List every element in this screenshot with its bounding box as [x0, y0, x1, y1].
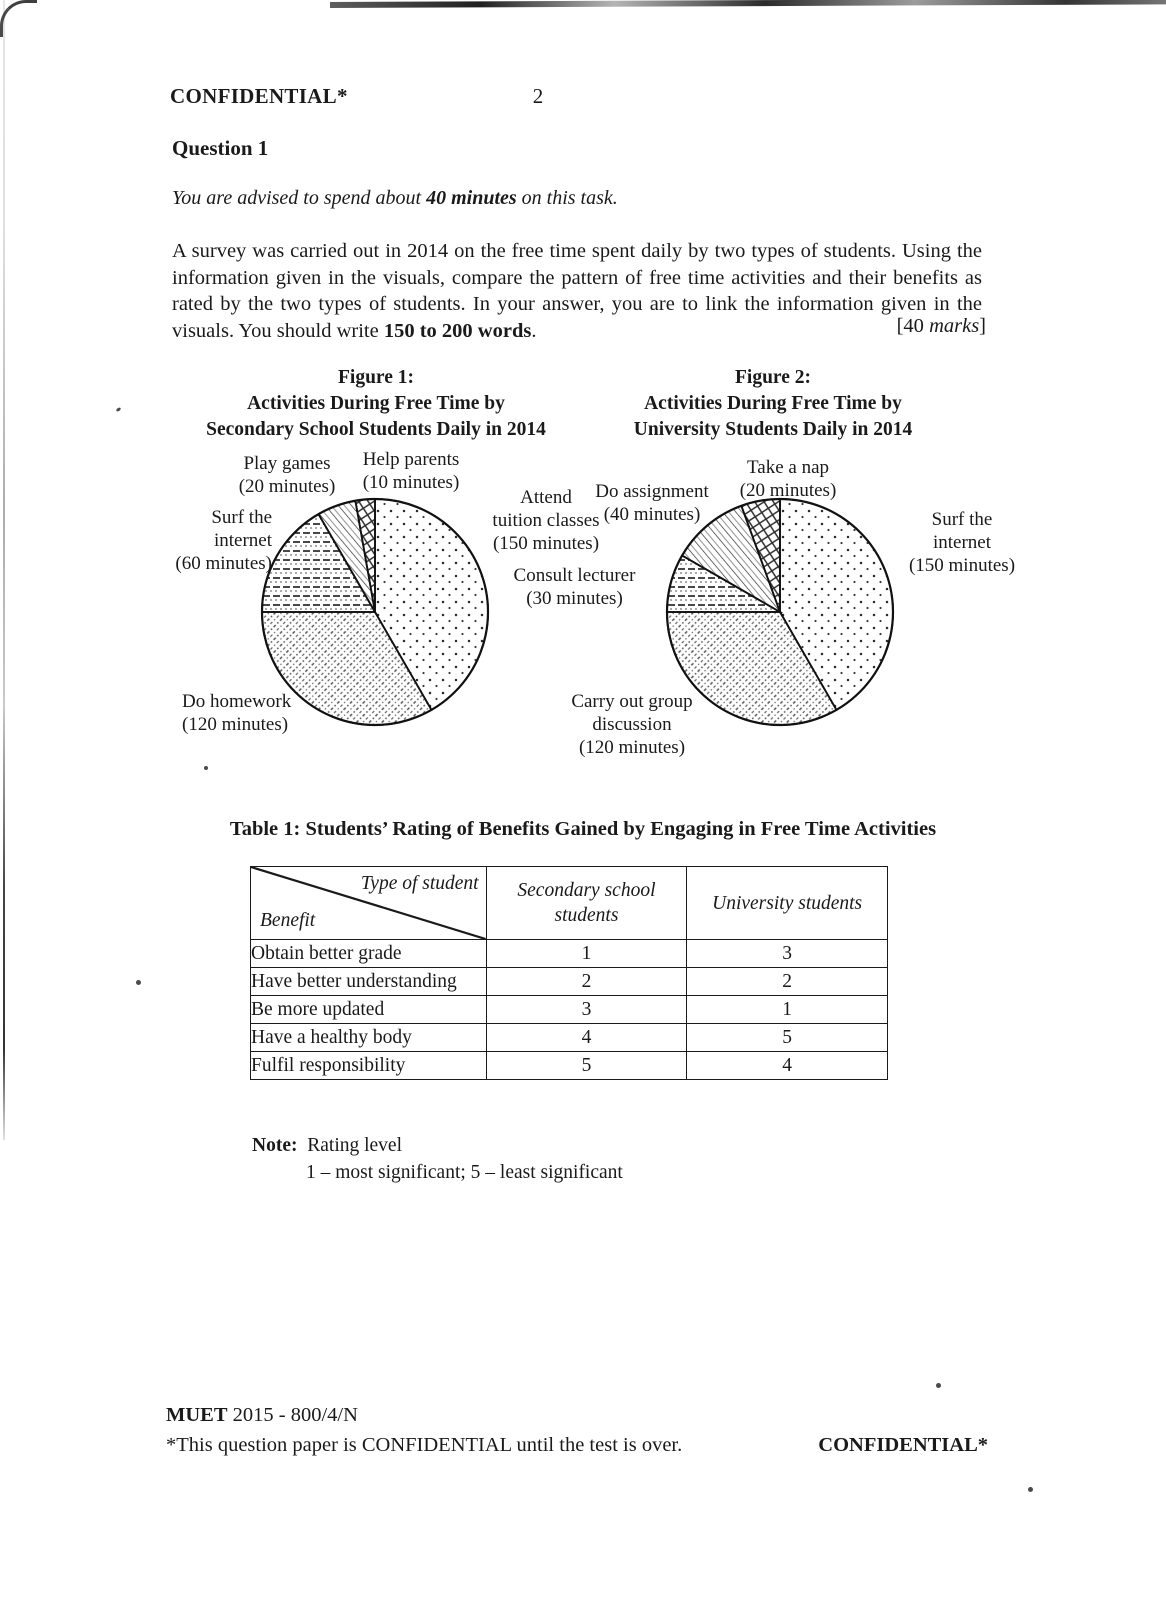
- scan-edge-left-artifact: [3, 0, 5, 1140]
- time-advice-prefix: You are advised to spend about: [172, 187, 427, 209]
- pie1-label-attend-tuition-value: (150 minutes): [492, 533, 600, 554]
- table-header-benefit: Benefit: [260, 910, 316, 931]
- prompt-text-end: .: [531, 319, 537, 342]
- table-cell-benefit: Fulfil responsibility: [251, 1052, 487, 1080]
- pie2-label-take-a-nap-value: (20 minutes): [739, 480, 837, 501]
- figure-2-caption-line-3: University Students Daily in 2014: [633, 419, 913, 440]
- figure-2-caption: [583, 365, 963, 443]
- scan-speck: [1028, 1487, 1033, 1492]
- pie2-label-surf-internet-name-2: internet: [932, 532, 992, 553]
- note-line-2: 1 – most significant; 5 – least significant: [306, 1162, 623, 1183]
- table-cell-university-score: 3: [687, 940, 888, 968]
- pie1-label-help-parents-value: (10 minutes): [362, 472, 460, 493]
- table-cell-university-score: 2: [687, 968, 888, 996]
- pie2-label-surf-internet-name-1: Surf the: [931, 509, 993, 530]
- pie1-label-attend-tuition-name-1: Attend: [520, 487, 572, 508]
- note-label: Note:: [252, 1135, 298, 1156]
- pie1-label-play-games-value: (20 minutes): [238, 476, 336, 497]
- table-corner-header-cell: [251, 867, 487, 940]
- note-first-line: [252, 1132, 623, 1159]
- table-header-row: [251, 867, 888, 940]
- table-header-secondary-line-1: Secondary school: [517, 880, 656, 901]
- table-header-type-of-student: Type of student: [360, 873, 479, 894]
- figure-1-pie-chart: [170, 449, 600, 782]
- pie1-label-help-parents-name: Help parents: [362, 449, 460, 470]
- table-cell-secondary-score: 2: [486, 968, 687, 996]
- prompt-text-main: A survey was carried out in 2014 on the free time spent daily by two types of students. Using the information given in the visuals, compare the pattern of free time activities and their benefits as rated by the two types of students. In your answer, you are to link the information given in the visuals. You should write: [172, 240, 982, 342]
- figure-2-caption-line-1: Figure 2:: [734, 367, 811, 388]
- marks-word: marks: [929, 315, 980, 337]
- pie1-label-surf-internet-name-2: internet: [213, 530, 272, 551]
- pie2-label-consult-lecturer: [492, 564, 657, 610]
- table-cell-benefit: Obtain better grade: [251, 940, 487, 968]
- table-cell-secondary-score: 5: [486, 1052, 687, 1080]
- table-body: [251, 940, 888, 1080]
- table-1-caption: Table 1: Students’ Rating of Benefits Gained by Engaging in Free Time Activities: [229, 818, 937, 840]
- header-confidential-label: CONFIDENTIAL*: [170, 84, 348, 108]
- marks-allocation: [897, 315, 986, 338]
- table-cell-university-score: 4: [687, 1052, 888, 1080]
- note-line-1: Rating level: [307, 1135, 403, 1156]
- footer-code-rest: 2015 - 800/4/N: [227, 1404, 358, 1426]
- figure-1-caption: [186, 365, 566, 443]
- pie2-label-do-assignment-value: (40 minutes): [603, 504, 701, 525]
- table-cell-university-score: 1: [687, 996, 888, 1024]
- pie1-label-help-parents: [336, 448, 486, 494]
- table-header-secondary-line-2: students: [554, 905, 619, 926]
- scan-edge-top-artifact: [330, 0, 1166, 8]
- pie2-label-consult-lecturer-value: (30 minutes): [526, 588, 623, 609]
- table-row: [251, 1024, 888, 1052]
- table-row: [251, 1052, 888, 1080]
- figure-1-caption-line-2: Activities During Free Time by: [247, 393, 505, 414]
- table-note: [252, 1132, 623, 1186]
- pie1-label-play-games-name: Play games: [243, 453, 331, 474]
- question-prompt: [172, 238, 982, 344]
- table-row: [251, 996, 888, 1024]
- pie2-label-group-discussion-value: (120 minutes): [578, 737, 686, 758]
- pie2-label-group-discussion: [542, 690, 722, 759]
- time-advice-suffix: on this task.: [516, 187, 618, 209]
- footer-confidential-statement: *This question paper is CONFIDENTIAL until the test is over.: [166, 1434, 683, 1456]
- table-cell-benefit: Be more updated: [251, 996, 487, 1024]
- scan-speck: [116, 407, 122, 412]
- pie2-label-consult-lecturer-name: Consult lecturer: [513, 565, 636, 586]
- table-cell-benefit: Have better understanding: [251, 968, 487, 996]
- question-title: Question 1: [172, 136, 269, 160]
- figure-1-caption-line-1: Figure 1:: [337, 367, 414, 388]
- marks-close: ]: [979, 315, 986, 337]
- figure-2-caption-line-2: Activities During Free Time by: [644, 393, 902, 414]
- table-header-secondary-school-students: [486, 867, 687, 940]
- scan-corner-artifact: [0, 0, 37, 37]
- pie2-label-do-assignment-name: Do assignment: [595, 481, 709, 502]
- pie1-label-attend-tuition-name-2: tuition classes: [492, 510, 600, 531]
- ratings-table: [250, 866, 888, 1080]
- table-row: [251, 940, 888, 968]
- page-header: [170, 84, 990, 109]
- time-advice-duration: 40 minutes: [426, 187, 517, 209]
- pie2-label-take-a-nap: [708, 456, 868, 502]
- footer-paper-code: [166, 1404, 358, 1427]
- page-number: 2: [532, 84, 544, 108]
- scan-speck: [136, 980, 141, 985]
- pie2-label-surf-internet-value: (150 minutes): [908, 555, 1016, 576]
- pie2-label-group-discussion-name-1: Carry out group: [571, 691, 693, 712]
- pie2-label-surf-internet: [882, 508, 1042, 577]
- table-cell-university-score: 5: [687, 1024, 888, 1052]
- footer-exam-name: MUET: [166, 1404, 228, 1426]
- table-header-university-students: University students: [687, 867, 888, 940]
- pie2-label-take-a-nap-name: Take a nap: [746, 457, 829, 478]
- marks-open: [40: [896, 315, 930, 337]
- pie1-label-do-homework: [182, 690, 352, 736]
- figure-1-caption-line-3: Secondary School Students Daily in 2014: [206, 419, 546, 440]
- pie1-label-surf-internet-name-1: Surf the: [211, 507, 272, 528]
- table-cell-secondary-score: 4: [486, 1024, 687, 1052]
- pie1-label-surf-internet: [162, 506, 272, 575]
- pie1-label-surf-internet-value: (60 minutes): [175, 553, 272, 574]
- prompt-word-count: 150 to 200 words: [383, 319, 532, 342]
- scan-speck: [936, 1383, 941, 1388]
- pie1-label-do-homework-name: Do homework: [182, 691, 292, 712]
- table-cell-secondary-score: 1: [486, 940, 687, 968]
- pie1-label-do-homework-value: (120 minutes): [182, 714, 289, 735]
- time-advice: [172, 187, 618, 210]
- table-cell-benefit: Have a healthy body: [251, 1024, 487, 1052]
- footer-confidential-label: CONFIDENTIAL*: [818, 1434, 988, 1456]
- table-row: [251, 968, 888, 996]
- pie2-label-group-discussion-name-2: discussion: [592, 714, 672, 735]
- table-cell-secondary-score: 3: [486, 996, 687, 1024]
